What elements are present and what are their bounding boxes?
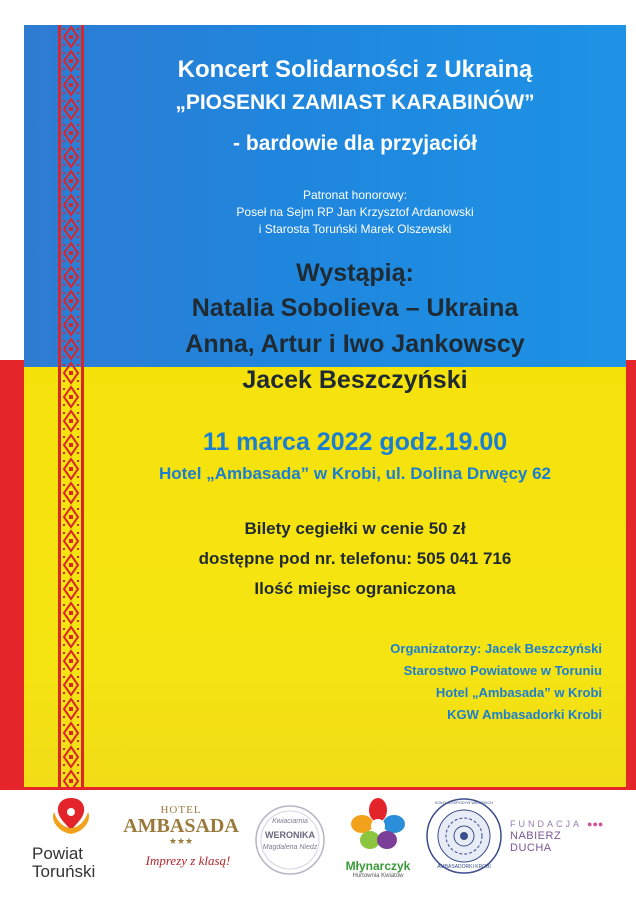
sponsor-logos [0, 790, 636, 900]
tickets-phone: dostępne pod nr. telefonu: 505 041 716 [198, 549, 512, 568]
fundacja-name: NABIERZ DUCHA [510, 830, 562, 854]
event-venue: Hotel „Ambasada” w Krobi, ul. Dolina Drwęcy 62 [158, 464, 552, 483]
performer-3: Jacek Beszczyński [242, 366, 468, 394]
weronika-wreath-icon [252, 802, 328, 878]
weronika-name: WERONIKA [265, 830, 315, 840]
mlynarczyk-name: Młynarczyk [345, 859, 411, 873]
organizers-line-1: Organizatorzy: Jacek Beszczyński [390, 641, 602, 656]
kgw-top: KOŁO GOSPODYŃ WIEJSKICH [434, 800, 494, 805]
patronage-line-2: i Starosta Toruński Marek Olszewski [258, 222, 452, 236]
tickets-price: Bilety cegiełki w cenie 50 zł [244, 519, 466, 538]
patronage-line-1: Poseł na Sejm RP Jan Krzysztof Ardanowski [236, 205, 474, 219]
powiat-emblem-icon [28, 790, 114, 840]
weronika-sub: Magdalena Niedz [262, 844, 318, 851]
mlynarczyk-sub: Hurtownia Kwiatów [352, 873, 404, 879]
flower-icon [350, 798, 406, 854]
logo-weronika [252, 802, 328, 878]
logo-hotel-ambasada [118, 804, 244, 884]
ambasada-tagline: Imprezy z klasą! [145, 853, 231, 868]
performer-2: Anna, Artur i Iwo Jankowscy [185, 330, 525, 358]
powiat-line-2: Toruński [32, 862, 96, 881]
fundacja-top-text: FUNDACJA [510, 819, 582, 829]
concert-subtitle: „PIOSENKI ZAMIAST KARABINÓW” [175, 91, 535, 114]
logo-kgw-ambasadorki [424, 796, 504, 886]
logo-powiat-torunski [28, 790, 114, 890]
patronage-block [84, 187, 626, 238]
organizers-line-4: KGW Ambasadorki Krobi [447, 707, 602, 722]
logo-mlynarczyk [338, 798, 418, 888]
fundacja-dots-icon: ●●● [587, 819, 604, 829]
ambasada-hotel-label: HOTEL [160, 804, 202, 816]
event-date: 11 marca 2022 godz.19.00 [202, 428, 508, 456]
concert-tagline: - bardowie dla przyjaciół [233, 132, 477, 155]
tickets-limit: Ilość miejsc ograniczona [254, 579, 456, 598]
ambasada-name: AMBASADA [123, 815, 239, 837]
organizers-line-3: Hotel „Ambasada” w Krobi [435, 685, 602, 700]
red-band-right [626, 368, 636, 788]
red-band-left [0, 368, 24, 788]
organizers-line-2: Starostwo Powiatowe w Toruniu [403, 663, 602, 678]
poster-panel [24, 25, 626, 787]
performer-1: Natalia Sobolieva – Ukraina [191, 294, 519, 322]
kgw-bottom: AMBASADORKI KROBI [437, 864, 491, 870]
powiat-line-1: Powiat [32, 844, 84, 863]
embroidery-ornament [56, 25, 86, 787]
patronage-title: Patronat honorowy: [302, 188, 408, 202]
ambasada-stars: ★★★ [168, 836, 194, 846]
weronika-top: Kwiaciarnia [272, 818, 308, 825]
fundacja-top [510, 818, 606, 830]
performers-title: Wystąpią: [296, 259, 414, 287]
logo-fundacja-nabierz-ducha [510, 818, 606, 858]
concert-title: Koncert Solidarności z Ukrainą [177, 56, 533, 83]
